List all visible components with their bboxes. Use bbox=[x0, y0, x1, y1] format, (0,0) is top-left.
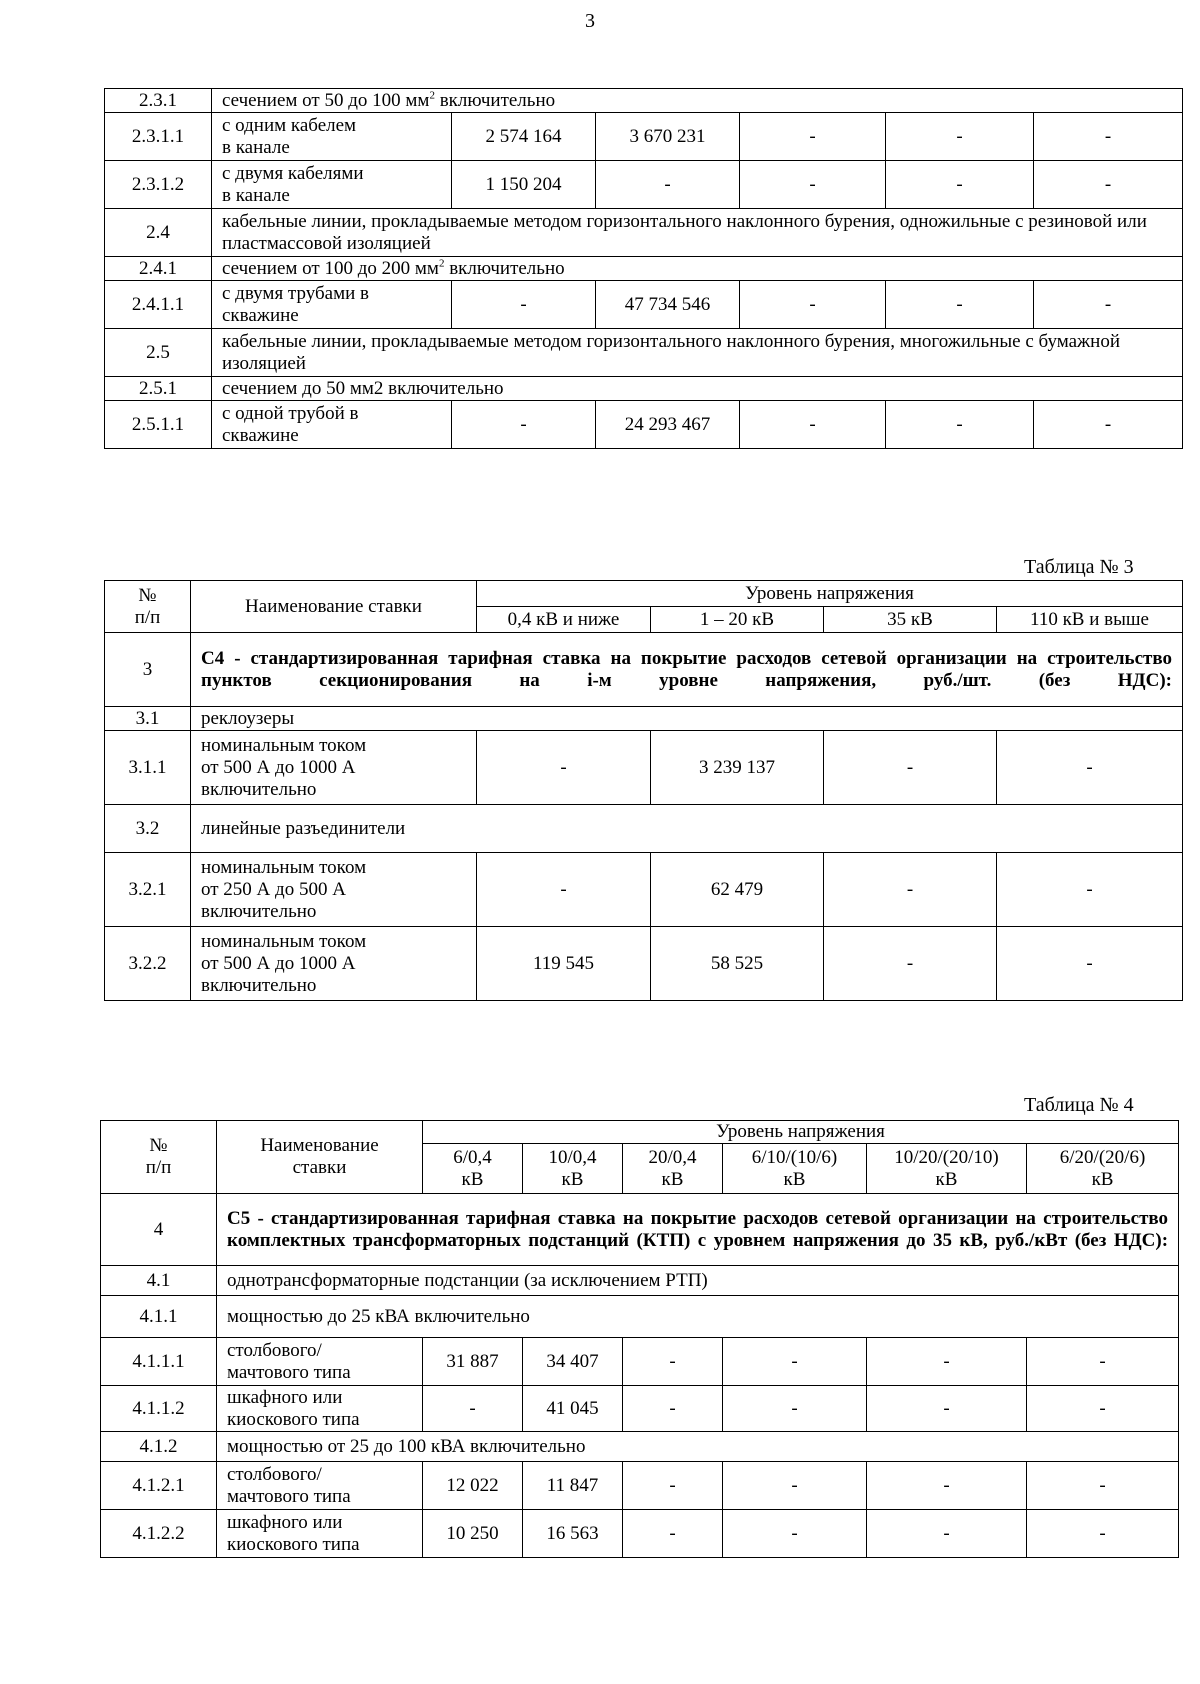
section-title bbox=[191, 633, 1183, 707]
section-text-tail: включительно bbox=[434, 89, 556, 111]
header-level bbox=[423, 1144, 523, 1194]
header-num: № п/п bbox=[101, 1121, 217, 1194]
header-level-value: 6/10/(10/6) bbox=[751, 1146, 838, 1168]
section-label bbox=[217, 1432, 1179, 1462]
value-cell: 62 479 bbox=[651, 853, 824, 927]
value-cell: 24 293 467 bbox=[596, 401, 740, 449]
row-name-line: с двумя трубами в bbox=[222, 282, 369, 304]
row-number: 4.1.2.2 bbox=[101, 1510, 217, 1558]
table-row bbox=[105, 853, 1183, 927]
row-name-line: номинальным током bbox=[201, 856, 367, 878]
value-cell: - bbox=[740, 401, 886, 449]
table-3 bbox=[104, 580, 1183, 1001]
row-number: 2.3.1 bbox=[105, 89, 212, 113]
table-row bbox=[105, 161, 1183, 209]
value-cell: 11 847 bbox=[523, 1462, 623, 1510]
section-text: сечением до 50 мм2 включительно bbox=[222, 377, 504, 399]
section-text: линейные разъединители bbox=[201, 817, 406, 839]
value-cell: 3 670 231 bbox=[596, 113, 740, 161]
table-row bbox=[101, 1510, 1179, 1558]
row-name-line: шкафного или bbox=[227, 1386, 343, 1408]
header-level-unit: кВ bbox=[661, 1168, 684, 1190]
value-cell: 10 250 bbox=[423, 1510, 523, 1558]
header-level-value: 6/20/(20/6) bbox=[1059, 1146, 1146, 1168]
row-name-line: мачтового типа bbox=[227, 1361, 351, 1383]
row-name-line: от 500 А до 1000 А bbox=[201, 756, 356, 778]
value-cell: - bbox=[886, 113, 1034, 161]
value-cell: - bbox=[452, 281, 596, 329]
table-row bbox=[105, 633, 1183, 707]
table-row bbox=[101, 1462, 1179, 1510]
value-cell: - bbox=[623, 1386, 723, 1432]
value-cell: - bbox=[1027, 1510, 1179, 1558]
table-row bbox=[105, 113, 1183, 161]
row-name-line: с одним кабелем bbox=[222, 114, 357, 136]
row-name-line: в канале bbox=[222, 184, 290, 206]
value-cell: - bbox=[997, 853, 1183, 927]
section-label bbox=[191, 707, 1183, 731]
value-cell: - bbox=[867, 1386, 1027, 1432]
table-row bbox=[101, 1338, 1179, 1386]
row-number: 4.1 bbox=[101, 1266, 217, 1296]
row-name-line: с двумя кабелями bbox=[222, 162, 364, 184]
row-number: 2.4 bbox=[105, 209, 212, 257]
section-text: С5 - стандартизированная тарифная ставка на покрытие расходов сетевой организации на строительство комплектных трансформаторных подстанций (КТП) с уровнем напряжения до 35 кВ, руб./кВт (без НДС): bbox=[227, 1207, 1169, 1251]
value-cell: - bbox=[1027, 1338, 1179, 1386]
superscript: 2 bbox=[429, 89, 435, 102]
value-cell: 34 407 bbox=[523, 1338, 623, 1386]
section-text: мощностью до 25 кВА включительно bbox=[227, 1305, 530, 1327]
row-name-line: включительно bbox=[201, 900, 317, 922]
row-name-line: шкафного или bbox=[227, 1511, 343, 1533]
value-cell: - bbox=[997, 927, 1183, 1001]
header-level: 1 – 20 кВ bbox=[651, 607, 824, 633]
value-cell: - bbox=[477, 731, 651, 805]
table-row bbox=[105, 401, 1183, 449]
value-cell: 3 239 137 bbox=[651, 731, 824, 805]
header-level-value: 20/0,4 bbox=[648, 1146, 697, 1168]
value-cell: - bbox=[1027, 1386, 1179, 1432]
header-voltage-group: Уровень напряжения bbox=[477, 581, 1183, 607]
value-cell: - bbox=[886, 161, 1034, 209]
value-cell: - bbox=[1034, 161, 1183, 209]
header-level: 0,4 кВ и ниже bbox=[477, 607, 651, 633]
row-name-line: включительно bbox=[201, 974, 317, 996]
row-name bbox=[191, 927, 477, 1001]
value-cell: 41 045 bbox=[523, 1386, 623, 1432]
row-name-line: включительно bbox=[201, 778, 317, 800]
value-cell: 47 734 546 bbox=[596, 281, 740, 329]
header-name: Наименование ставки bbox=[217, 1121, 423, 1194]
row-number: 4.1.2.1 bbox=[101, 1462, 217, 1510]
row-name bbox=[217, 1510, 423, 1558]
row-name-line: скважине bbox=[222, 424, 299, 446]
header-level-unit: кВ bbox=[783, 1168, 806, 1190]
header-level-value: 10/20/(20/10) bbox=[894, 1146, 999, 1168]
header-level: 110 кВ и выше bbox=[997, 607, 1183, 633]
value-cell: - bbox=[1034, 113, 1183, 161]
row-name-line: от 500 А до 1000 А bbox=[201, 952, 356, 974]
row-number: 2.3.1.1 bbox=[105, 113, 212, 161]
row-name-line: номинальным током bbox=[201, 930, 367, 952]
section-text: кабельные линии, прокладываемые методом горизонтального наклонного бурения, одножильные с резиновой или пластмассовой изоляцией bbox=[222, 210, 1147, 254]
value-cell: - bbox=[867, 1338, 1027, 1386]
value-cell: - bbox=[886, 281, 1034, 329]
table-row bbox=[101, 1296, 1179, 1338]
value-cell: - bbox=[824, 853, 997, 927]
row-number: 4.1.1 bbox=[101, 1296, 217, 1338]
value-cell: - bbox=[1034, 281, 1183, 329]
table-row bbox=[105, 927, 1183, 1001]
value-cell: 16 563 bbox=[523, 1510, 623, 1558]
table-row bbox=[101, 1266, 1179, 1296]
row-number: 3.2 bbox=[105, 805, 191, 853]
section-text: однотрансформаторные подстанции (за исключением РТП) bbox=[227, 1269, 708, 1291]
value-cell: 2 574 164 bbox=[452, 113, 596, 161]
section-label bbox=[212, 377, 1183, 401]
header-level bbox=[867, 1144, 1027, 1194]
value-cell: 31 887 bbox=[423, 1338, 523, 1386]
section-text: сечением от 50 до 100 мм bbox=[222, 89, 430, 111]
value-cell: - bbox=[623, 1462, 723, 1510]
table-4 bbox=[100, 1120, 1179, 1558]
value-cell: - bbox=[452, 401, 596, 449]
value-cell: - bbox=[477, 853, 651, 927]
row-name bbox=[191, 731, 477, 805]
value-cell: 12 022 bbox=[423, 1462, 523, 1510]
header-num: № п/п bbox=[105, 581, 191, 633]
header-level bbox=[623, 1144, 723, 1194]
row-number: 3 bbox=[105, 633, 191, 707]
value-cell: - bbox=[423, 1386, 523, 1432]
row-name-line: киоскового типа bbox=[227, 1408, 360, 1430]
table-3-caption: Таблица № 3 bbox=[1024, 556, 1134, 578]
row-number: 4.1.2 bbox=[101, 1432, 217, 1462]
table-row bbox=[101, 1386, 1179, 1432]
value-cell: - bbox=[740, 161, 886, 209]
value-cell: - bbox=[867, 1462, 1027, 1510]
header-level bbox=[723, 1144, 867, 1194]
section-text: кабельные линии, прокладываемые методом горизонтального наклонного бурения, многожильные с бумажной изоляцией bbox=[222, 330, 1120, 374]
value-cell: 119 545 bbox=[477, 927, 651, 1001]
section-text-tail: включительно bbox=[444, 257, 565, 279]
row-number: 3.1 bbox=[105, 707, 191, 731]
section-label bbox=[217, 1266, 1179, 1296]
row-name-line: киоскового типа bbox=[227, 1533, 360, 1555]
table-row bbox=[105, 281, 1183, 329]
table-row bbox=[101, 1194, 1179, 1266]
value-cell: - bbox=[723, 1462, 867, 1510]
value-cell: 1 150 204 bbox=[452, 161, 596, 209]
value-cell: - bbox=[596, 161, 740, 209]
section-text: реклоузеры bbox=[201, 707, 295, 729]
header-level-unit: кВ bbox=[1091, 1168, 1114, 1190]
row-number: 4 bbox=[101, 1194, 217, 1266]
row-name bbox=[212, 113, 452, 161]
row-number: 2.5.1 bbox=[105, 377, 212, 401]
superscript: 2 bbox=[438, 257, 445, 270]
header-level bbox=[1027, 1144, 1179, 1194]
value-cell: - bbox=[723, 1386, 867, 1432]
header-level: 35 кВ bbox=[824, 607, 997, 633]
value-cell: - bbox=[824, 927, 997, 1001]
section-label bbox=[212, 209, 1183, 257]
section-title bbox=[217, 1194, 1179, 1266]
header-level-unit: кВ bbox=[561, 1168, 584, 1190]
row-name bbox=[212, 281, 452, 329]
row-name-line: столбового/ bbox=[227, 1339, 322, 1361]
value-cell: - bbox=[1027, 1462, 1179, 1510]
section-label bbox=[217, 1296, 1179, 1338]
section-text: мощностью от 25 до 100 кВА включительно bbox=[227, 1435, 586, 1457]
row-name-line: скважине bbox=[222, 304, 299, 326]
row-name-line: мачтового типа bbox=[227, 1485, 351, 1507]
row-number: 4.1.1.2 bbox=[101, 1386, 217, 1432]
header-name: Наименование ставки bbox=[191, 581, 477, 633]
table-row bbox=[105, 707, 1183, 731]
table-row bbox=[105, 377, 1183, 401]
row-number: 3.2.2 bbox=[105, 927, 191, 1001]
header-voltage-group: Уровень напряжения bbox=[423, 1121, 1179, 1144]
section-label bbox=[191, 805, 1183, 853]
page-number: 3 bbox=[585, 10, 595, 32]
value-cell: - bbox=[723, 1338, 867, 1386]
value-cell: - bbox=[723, 1510, 867, 1558]
value-cell: - bbox=[867, 1510, 1027, 1558]
value-cell: - bbox=[740, 113, 886, 161]
row-number: 2.3.1.2 bbox=[105, 161, 212, 209]
row-number: 2.4.1 bbox=[105, 257, 212, 281]
value-cell: - bbox=[997, 731, 1183, 805]
row-name-line: с одной трубой в bbox=[222, 402, 359, 424]
row-number: 3.1.1 bbox=[105, 731, 191, 805]
row-number: 2.4.1.1 bbox=[105, 281, 212, 329]
value-cell: - bbox=[740, 281, 886, 329]
header-level-value: 6/0,4 bbox=[453, 1146, 492, 1168]
section-label bbox=[212, 329, 1183, 377]
section-text: С4 - стандартизированная тарифная ставка на покрытие расходов сетевой организации на строительство пунктов секционирования на i-м уровне напряжения, руб./шт. (без НДС): bbox=[201, 647, 1172, 691]
header-level-unit: кВ bbox=[935, 1168, 958, 1190]
value-cell: - bbox=[1034, 401, 1183, 449]
row-name bbox=[217, 1386, 423, 1432]
value-cell: - bbox=[623, 1510, 723, 1558]
section-label bbox=[212, 89, 1183, 113]
table-row bbox=[105, 731, 1183, 805]
row-number: 3.2.1 bbox=[105, 853, 191, 927]
value-cell: - bbox=[824, 731, 997, 805]
value-cell: 58 525 bbox=[651, 927, 824, 1001]
section-label bbox=[212, 257, 1183, 281]
row-number: 4.1.1.1 bbox=[101, 1338, 217, 1386]
table-row bbox=[105, 209, 1183, 257]
table-4-caption: Таблица № 4 bbox=[1024, 1094, 1134, 1116]
row-name bbox=[212, 401, 452, 449]
section-text: сечением от 100 до 200 мм bbox=[222, 257, 439, 279]
header-level-value: 10/0,4 bbox=[548, 1146, 597, 1168]
row-name bbox=[217, 1338, 423, 1386]
table-2-continuation bbox=[104, 88, 1183, 449]
table-row bbox=[105, 89, 1183, 113]
row-name-line: от 250 А до 500 А bbox=[201, 878, 346, 900]
row-name bbox=[191, 853, 477, 927]
row-name-line: номинальным током bbox=[201, 734, 367, 756]
row-name-line: столбового/ bbox=[227, 1463, 322, 1485]
table-row bbox=[105, 329, 1183, 377]
header-level-unit: кВ bbox=[461, 1168, 484, 1190]
row-number: 2.5.1.1 bbox=[105, 401, 212, 449]
value-cell: - bbox=[886, 401, 1034, 449]
row-name bbox=[217, 1462, 423, 1510]
row-name-line: в канале bbox=[222, 136, 290, 158]
table-row bbox=[105, 805, 1183, 853]
header-level bbox=[523, 1144, 623, 1194]
row-number: 2.5 bbox=[105, 329, 212, 377]
table-row bbox=[101, 1432, 1179, 1462]
row-name bbox=[212, 161, 452, 209]
table-row bbox=[105, 257, 1183, 281]
value-cell: - bbox=[623, 1338, 723, 1386]
